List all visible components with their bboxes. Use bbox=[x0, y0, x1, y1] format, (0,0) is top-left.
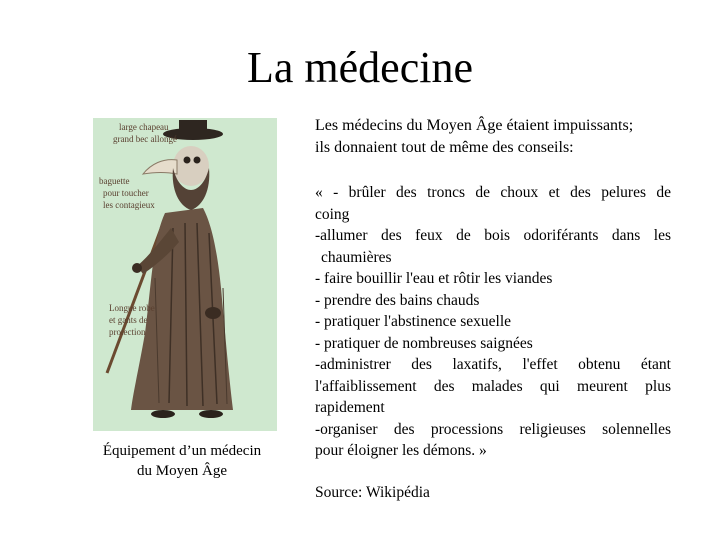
quote-line: « - brûler des troncs de choux et des pelures de bbox=[315, 184, 671, 201]
quote-line: -organiser des processions religieuses solennelles bbox=[315, 420, 671, 438]
caption-line: du Moyen Âge bbox=[137, 463, 227, 479]
intro-line: Les médecins du Moyen Âge étaient impuissants; bbox=[315, 117, 634, 134]
label-beak: grand bec allongé bbox=[113, 134, 177, 144]
intro-text bbox=[315, 115, 675, 159]
label-robe-1: Longue robe bbox=[109, 303, 155, 313]
quote-line: - pratiquer de nombreuses saignées bbox=[315, 334, 533, 352]
quote-line: rapidement bbox=[315, 399, 385, 416]
quote-line: -administrer des laxatifs, l'effet obtenu étant bbox=[315, 356, 671, 373]
quote-line: l'affaiblissement des malades qui meurent plus bbox=[315, 377, 671, 395]
quote-line: - prendre des bains chauds bbox=[315, 291, 480, 309]
label-robe-3: protection bbox=[109, 327, 146, 337]
quote-line: pour éloigner les démons. » bbox=[315, 442, 487, 459]
quote-line: - pratiquer l'abstinence sexuelle bbox=[315, 313, 512, 330]
source-citation: Source: Wikipédia bbox=[315, 484, 430, 501]
label-robe-2: et gants de bbox=[109, 315, 148, 325]
label-stick-1: baguette bbox=[99, 176, 130, 186]
quote-line: coing bbox=[315, 205, 350, 223]
label-hat: large chapeau bbox=[119, 122, 169, 132]
quote-line: -allumer des feux de bois odoriférants dans les bbox=[315, 227, 671, 244]
intro-line: ils donnaient tout de même des conseils: bbox=[315, 139, 574, 156]
label-stick-3: les contagieux bbox=[103, 200, 155, 210]
caption-line: Équipement d’un médecin bbox=[102, 443, 262, 459]
quote-line: chaumières bbox=[321, 248, 392, 266]
quote-line: - faire bouillir l'eau et rôtir les viandes bbox=[315, 270, 553, 287]
advice-quote bbox=[315, 182, 671, 462]
plague-doctor-illustration bbox=[93, 118, 277, 431]
figure-caption bbox=[70, 441, 294, 481]
slide-title: La médecine bbox=[247, 43, 473, 92]
label-stick-2: pour toucher bbox=[103, 188, 149, 198]
